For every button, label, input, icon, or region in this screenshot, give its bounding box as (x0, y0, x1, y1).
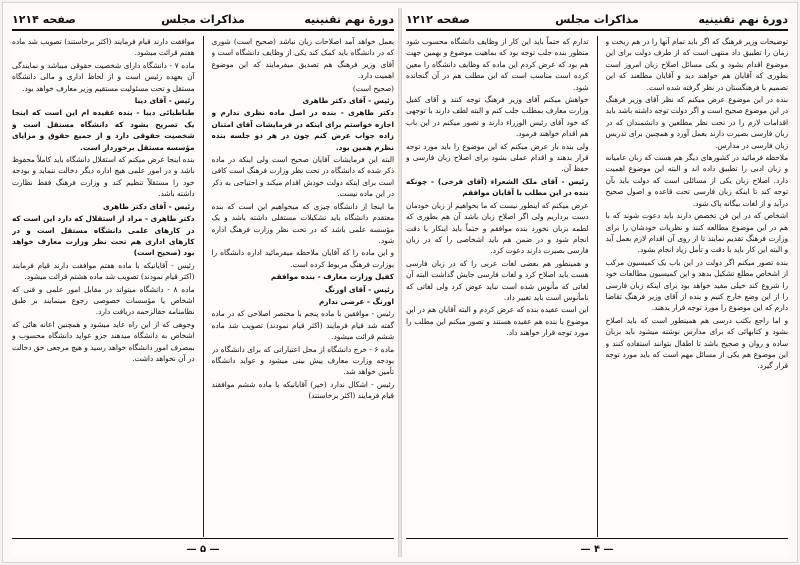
footer-rule (12, 538, 394, 539)
speaker-paragraph: دکتر طاهری - بنده در اصل ماده نظری ندارم و اجازه خواستم برای اینکه در فرمایشات آقای امتنان زاده جواب عرض کنم چون در هر دو جلسه بنده نظرم همین بود. (211, 108, 394, 152)
paragraph: (صحیح است) (352, 83, 394, 93)
paragraph: ماده ۶ - خرج دانشگاه از محل اعتباراتی که برای دانشگاه در بودجه وزارت معارف پیش بینی میشود و عواید دانشگاه تأمین خواهد شد. (211, 344, 394, 377)
column-divider (203, 36, 204, 537)
paragraph: اشخاص که در این فن تخصص دارند باید دعوت شوند که با هم در این موضوع مطالعه کنند و نظریات خودشان را برای وزارت فرهنگ تقدیم نمایند تا از روی آن اقدام لازم بعمل آید و البته این کار باید با دقت و تأمل زیاد انجام بشود. (605, 211, 788, 255)
page-header (406, 10, 788, 28)
book-gutter (398, 8, 402, 557)
speaker-paragraph: رئیس - آقای دکتر طاهری (302, 96, 394, 106)
right-page (406, 10, 788, 555)
paragraph: وجوهی که از این راه عاید میشود و همچنین اعانه هائی که اشخاص به دانشگاه میدهند جزو عواید دانشگاه محسوب و بمصرف امور دانشگاه خواهد رسید و هیچ مرجعی حق دخالت در آن نخواهد داشت. (12, 319, 195, 363)
column-divider (597, 36, 598, 537)
speaker-paragraph: رئیس - آقای دکتر طاهری (102, 201, 195, 211)
speaker-paragraph: رئیس - آقای ملک الشعراء (آقای فرخی) - چونکه بنده در این مطلب با آقایان موافقم (406, 176, 589, 198)
folio: — ۴ — (580, 544, 614, 555)
book-spread (2, 2, 798, 563)
paragraph: عرض میکنم که اینطور نیست که ما بخواهیم از زبان خودمان دست برداریم ولی اگر اصلاح زبان باشد آن هم بطوری که لطمه بزبان نخورد بنده موافقم و حتماً باید اینکار با دقت انجام شود و در ضمن هم باید اشخاصی را که در زبان فارسی بصیرت دارند دعوت کرد. (406, 200, 589, 256)
column-right (606, 36, 789, 537)
header-period: دورهٔ نهم تقنینیه (304, 12, 394, 26)
paragraph: بنده تصور میکنم اگر دولت در این باب یک کمیسیون مرکب از اشخاص مطلع تشکیل بدهد و این کمیسیون مطالعات خود را شروع کند خیلی مفید خواهد بود برای اینکه زبان فارسی را از این وضع خارج کنیم و بنده از آقای وزیر فرهنگ تقاضا دارم که این موضوع را مورد توجه قرار بدهند. (605, 257, 788, 313)
footer-rule (406, 538, 788, 539)
column-left (12, 36, 195, 537)
header-rule (12, 29, 394, 31)
column-left (406, 36, 589, 537)
paragraph: بنده در این موضوع عرض میکنم که نظر آقای وزیر فرهنگ در این موضوع صحیح است و اگر دولت توجه داشته باشد باید اقدامات لازم را در تحت نظر مطلعین و دانشمندان که در زبان فارسی بصیرت دارند بعمل آورد و همچنین برای تدریس زبان فارسی در مدارس. (605, 95, 788, 150)
paragraph: ملاحظه فرمائید در کشورهای دیگر هم هست که زبان عامیانه و زبان ادبی را تطبیق داده اند و البته این موضوع اهمیت دارد. اصلاح زبان یکی از مسائلی است که دولت باید بآن توجه کند تا اینکه زبان فارسی تحت قاعده و اصول صحیح درآید و از لغات بیگانه پاک شود. (605, 153, 788, 208)
header-period: دورهٔ نهم تقنینیه (698, 12, 788, 26)
paragraph: موافقت دارند قیام فرمایند (اکثر برخاستند) تصویب شد ماده هفتم قرائت میشود. (12, 37, 195, 58)
paragraph: ماده ۷ - دانشگاه دارای شخصیت حقوقی میباشد و نمایندگی آن بعهده رئیس است و از لحاظ اداری و مالی دانشگاه مستقل و تحت مسئولیت مستقیم وزیر معارف خواهد بود. (12, 60, 195, 93)
paragraph: و همینطور هم بعضی لغات عربی را که در زبان فارسی هست باید اصلاح کرد و لغات فارسی جایش گذاشت البته آن لغاتی که مأنوس شده است نباید عوض کرد ولی لغاتی که نامأنوس است باید تغییر داد. (406, 258, 589, 302)
speaker-paragraph: کفیل وزارت معارف - بنده موافقم (270, 272, 394, 282)
paragraph: تدارم که حتماً باید این کار از وظایف دانشگاه محسوب شود منظور بنده جلب توجه بود که بماهیت موضوع و بهمین جهت هم بود که عرض کردم این ماده که وظایف دانشگاه را معین کرده است مناسب است که این مطلب هم در آن گنجانده شود. (406, 37, 589, 92)
header-title: مذاکرات مجلس (161, 12, 245, 26)
speaker-paragraph: اورنگ - عرضی ندارم (318, 296, 394, 306)
paragraph: بنده اینجا عرض میکنم که استقلال دانشگاه باید کاملاً محفوظ باشد و در امور علمی هیچ اداره دیگر دخالت ننماید و بودجه خود را مستقلاً تنظیم کند و وزارت فرهنگ فقط نظارت داشته باشد. (12, 155, 195, 199)
text-columns (406, 36, 788, 537)
paragraph: رئیس - اشکال ندارد (خیر) آقایانیکه با ماده ششم موافقند قیام فرمایند (اکثر برخاستند) (211, 379, 394, 401)
paragraph: بعمل خواهد آمد اصلاحات زبان نباشد (صحیح است) شوری که در دانشگاه باید کمک کند یکی از وظایف دانشگاه است و آقای وزیر فرهنگ هم تصدیق میفرمایند که این موضوع اهمیت دارد. (211, 37, 394, 81)
header-page-label: صفحه ۱۲۱۲ (406, 12, 470, 26)
folio: — ۵ — (186, 544, 220, 555)
column-right (212, 36, 395, 537)
paragraph: ولی بنده باز عرض میکنم که این موضوع را باید مورد توجه قرار بدهند و اقدام عملی بشود برای اصلاح زبان فارسی و حفظ آن. (406, 141, 589, 174)
paragraph: ما اینجا از دانشگاه چیزی که میخواهیم این است که بنده معتقدم دانشگاه باید تشکیلات مستقلی داشته باشد و یک مؤسسه علمی باشد که در تحت نظر وزارت فرهنگ اداره شود. (211, 201, 394, 245)
header-title: مذاکرات مجلس (555, 12, 639, 26)
paragraph: ماده ۸ - دانشگاه میتواند در مقابل امور علمی و فنی که اشخاص یا مؤسسات خصوصی رجوع مینمایند بر طبق نظامنامه حقالزحمه دریافت دارد. (12, 284, 195, 317)
text-columns (12, 36, 394, 537)
paragraph: و این ماده را که آقایان ملاحظه میفرمائید اداره دانشگاه را بوزارت فرهنگ مربوط کرده است. (211, 248, 394, 269)
paragraph: و اما راجع بکتب درسی هم همینطور است که باید اصلاح بشود و کتابهائی که برای مدارس نوشته میشود باید بزبان ساده و روان و صحیح باشد تا اطفال بتوانند استفاده کنند و این موضوع هم یکی از مسائل مهم است که باید مورد توجه قرار گیرد. (605, 315, 788, 371)
speaker-paragraph: طباطبائی دیبا - بنده عقیده ام این است که اینجا یک تصریح بشود که دانشگاه مستقل است و شخصیت حقوقی دارد و از جمیع حقوق و مزایای مؤسسه مستقل برخوردار است. (12, 108, 195, 152)
paragraph: البته این فرمایشات آقایان صحیح است ولی اینکه در ماده ذکر شده که دانشگاه در تحت نظر وزارت فرهنگ است کافی است برای اینکه دولت خودش اقدام میکند و احتیاجی به ذکر در این ماده نیست. (211, 155, 394, 199)
paragraph: رئیس - آقایانیکه با ماده هفتم موافقت دارند قیام فرمایند (اکثر قیام نمودند) تصویب شد ماده هشتم قرائت میشود. (12, 260, 195, 282)
speaker-paragraph: رئیس - آقای اورنگ (324, 284, 394, 294)
header-rule (406, 29, 788, 31)
paragraph: خواهش میکنم آقای وزیر فرهنگ توجه کنند و آقای کفیل وزارت معارف بمطلب جلب کنم و البته لطف دارند با توجهی که خود آقای رئیس الوزراء دارند و تصور میکنم در این باب هم اقدام خواهند فرمود. (406, 95, 589, 139)
speaker-paragraph: دکتر طاهری - مراد از استقلال که دارد این است که در کارهای علمی دانشگاه مستقل است و در کارهای اداری هم تحت نظر وزارت معارف خواهد بود (صحیح است) (12, 214, 195, 258)
paragraph: رئیس - موافقین با ماده پنجم با مختصر اصلاحی که در ماده گفته شد قیام فرمایند (اکثر قیام نمودند) تصویب شد ماده ششم قرائت میشود. (211, 309, 394, 342)
paragraph: این است عقیده بنده که عرض کردم و البته آقایان هم در این موضوع با بنده هم عقیده هستند و تصور میکنم این مطلب را مورد توجه قرار خواهند داد. (406, 305, 589, 338)
speaker-paragraph: رئیس - آقای دیبا (134, 96, 195, 106)
header-page-label: صفحه ۱۲۱۴ (12, 12, 76, 26)
paragraph: توضیحات وزیر فرهنگ که اگر باید تمام آنها را در هم ریخت و زمان را تطبیق داد منتهی است که از طرف دولت برای این موضوع اقدام بشود و یکی مسائل اصلاح زبان امروز است بطوری که آقایان هم خواهند دید و آقایان مطلعند که این تصمیم با فرهنگستان در نظر گرفته شده است. (605, 37, 788, 92)
left-page (12, 10, 394, 555)
page-header (12, 10, 394, 28)
